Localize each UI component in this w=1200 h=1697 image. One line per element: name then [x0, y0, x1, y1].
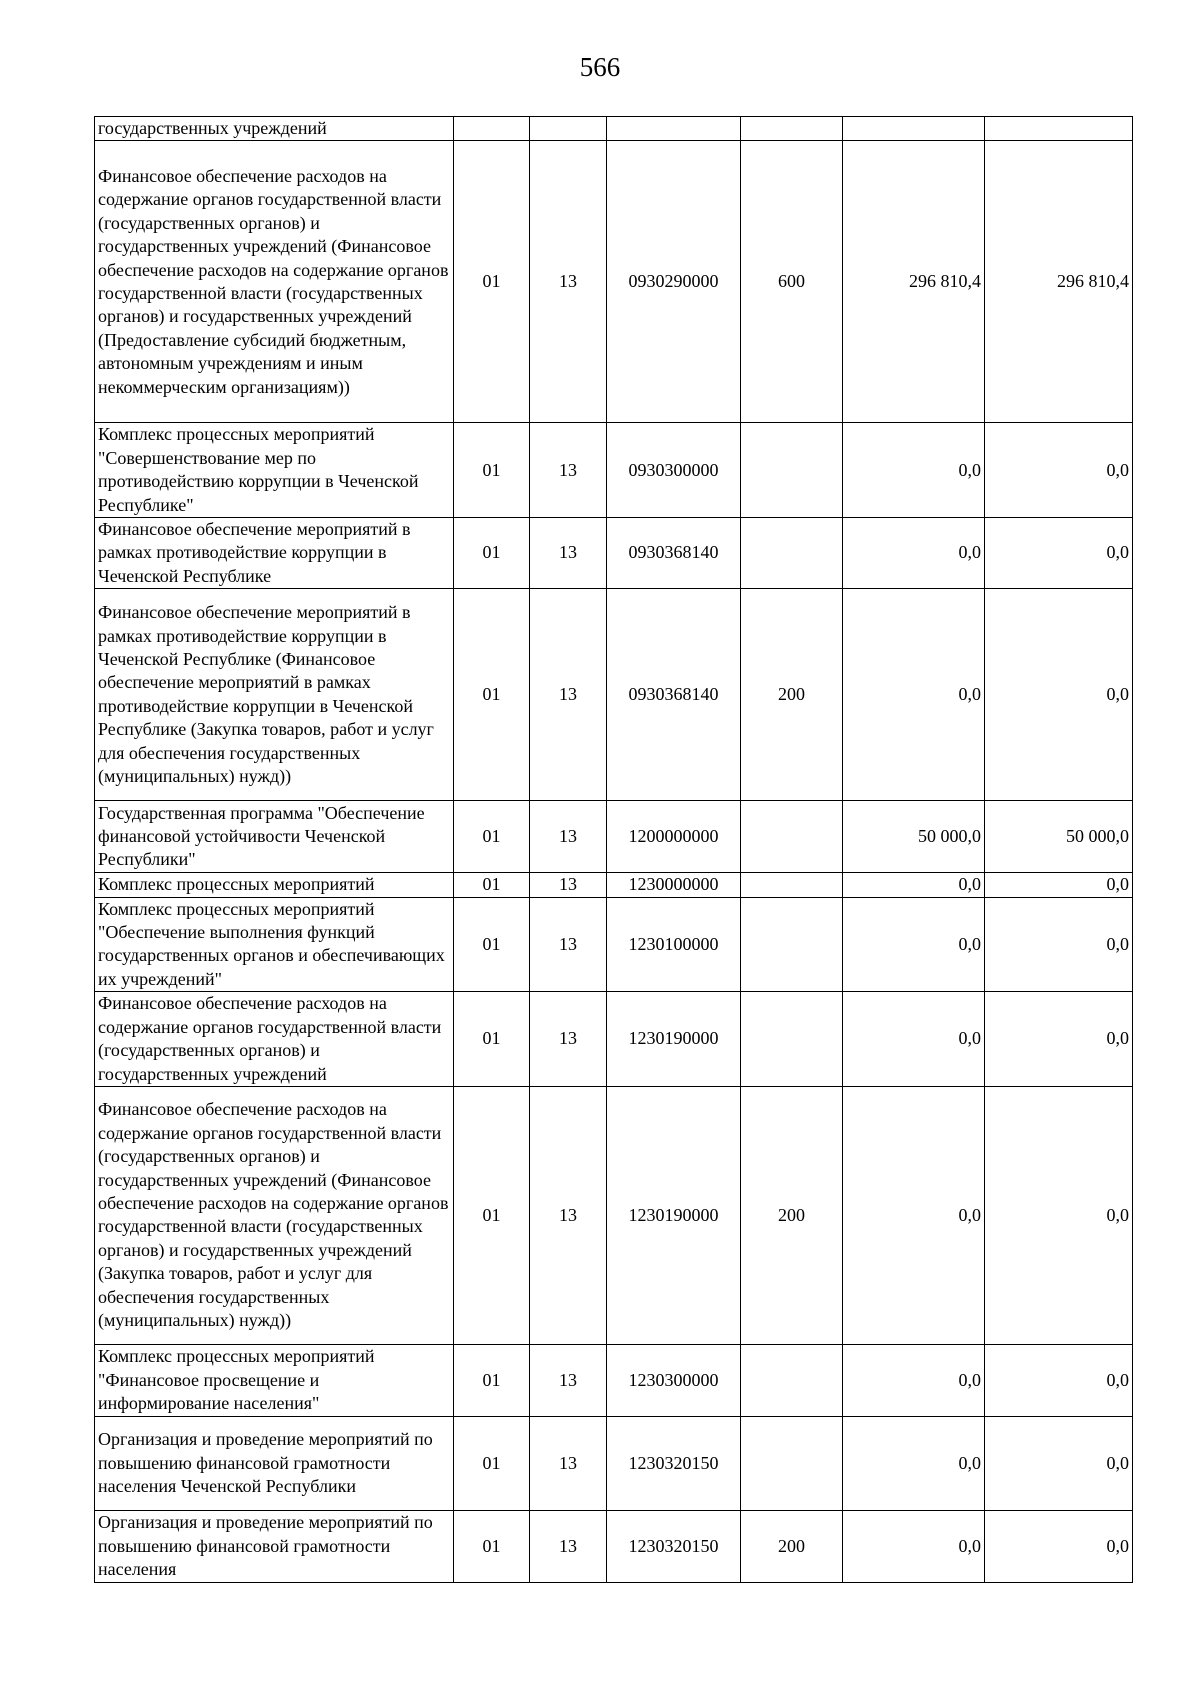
row-section	[454, 117, 530, 141]
row-name: Организация и проведение мероприятий по повышению финансовой грамотности населения	[95, 1510, 454, 1582]
row-amount-2: 0,0	[985, 589, 1133, 801]
table-row	[95, 141, 1133, 423]
row-section: 01	[454, 801, 530, 873]
row-subsection: 13	[530, 897, 607, 992]
row-expense-type	[741, 518, 843, 589]
row-subsection: 13	[530, 423, 607, 518]
row-section: 01	[454, 423, 530, 518]
row-name: Комплекс процессных мероприятий "Обеспечение выполнения функций государственных органов и обеспечивающих их учреждений"	[95, 897, 454, 992]
row-subsection: 13	[530, 1416, 607, 1510]
row-amount-2: 0,0	[985, 873, 1133, 897]
row-expense-type	[741, 423, 843, 518]
row-section: 01	[454, 589, 530, 801]
row-name: Комплекс процессных мероприятий "Совершенствование мер по противодействию коррупции в Чеченской Республике"	[95, 423, 454, 518]
row-section: 01	[454, 518, 530, 589]
row-subsection: 13	[530, 1086, 607, 1344]
row-section: 01	[454, 1416, 530, 1510]
row-section: 01	[454, 1510, 530, 1582]
row-target-article: 1230300000	[607, 1344, 741, 1416]
row-section: 01	[454, 897, 530, 992]
row-name: Финансовое обеспечение расходов на содержание органов государственной власти (государственных органов) и государственных учреждений	[95, 992, 454, 1087]
row-target-article	[607, 117, 741, 141]
row-amount-1: 0,0	[843, 1086, 985, 1344]
row-expense-type	[741, 1416, 843, 1510]
table-row	[95, 897, 1133, 992]
table-row	[95, 518, 1133, 589]
table-row	[95, 423, 1133, 518]
row-expense-type: 200	[741, 589, 843, 801]
row-amount-1: 296 810,4	[843, 141, 985, 423]
row-amount-1: 0,0	[843, 897, 985, 992]
row-expense-type	[741, 1344, 843, 1416]
table-row	[95, 992, 1133, 1087]
table-row	[95, 801, 1133, 873]
row-target-article: 1230190000	[607, 1086, 741, 1344]
row-section: 01	[454, 141, 530, 423]
row-target-article: 1200000000	[607, 801, 741, 873]
row-expense-type: 600	[741, 141, 843, 423]
table-row	[95, 1510, 1133, 1582]
row-subsection: 13	[530, 801, 607, 873]
row-amount-1: 0,0	[843, 589, 985, 801]
row-target-article: 1230100000	[607, 897, 741, 992]
row-target-article: 1230190000	[607, 992, 741, 1087]
row-subsection: 13	[530, 518, 607, 589]
row-subsection	[530, 117, 607, 141]
row-amount-2: 0,0	[985, 897, 1133, 992]
row-amount-2: 0,0	[985, 518, 1133, 589]
row-name: Государственная программа "Обеспечение финансовой устойчивости Чеченской Республики"	[95, 801, 454, 873]
row-expense-type	[741, 897, 843, 992]
page-number: 566	[579, 52, 621, 82]
row-amount-2: 0,0	[985, 1416, 1133, 1510]
row-amount-1: 0,0	[843, 1510, 985, 1582]
row-expense-type: 200	[741, 1510, 843, 1582]
row-subsection: 13	[530, 873, 607, 897]
table-row	[95, 589, 1133, 801]
table-row	[95, 1344, 1133, 1416]
row-expense-type	[741, 992, 843, 1087]
row-amount-1: 0,0	[843, 1416, 985, 1510]
row-name: государственных учреждений	[95, 117, 454, 141]
row-name: Финансовое обеспечение расходов на содержание органов государственной власти (государственных органов) и государственных учреждений (Финансовое обеспечение расходов на содержание органов государственной власти (государственных органов) и государственных учреждений (Предоставление субсидий бюджетным, автономным учреждениям и иным некоммерческим организациям))	[95, 141, 454, 423]
row-amount-1: 0,0	[843, 518, 985, 589]
row-amount-1: 0,0	[843, 1344, 985, 1416]
row-name: Комплекс процессных мероприятий	[95, 873, 454, 897]
row-target-article: 0930290000	[607, 141, 741, 423]
row-section: 01	[454, 1086, 530, 1344]
row-expense-type	[741, 117, 843, 141]
row-target-article: 1230000000	[607, 873, 741, 897]
row-amount-2: 0,0	[985, 1344, 1133, 1416]
row-name: Финансовое обеспечение мероприятий в рамках противодействие коррупции в Чеченской Республике	[95, 518, 454, 589]
row-section: 01	[454, 1344, 530, 1416]
row-subsection: 13	[530, 992, 607, 1087]
row-amount-1: 0,0	[843, 992, 985, 1087]
table-row	[95, 1416, 1133, 1510]
table-row	[95, 1086, 1133, 1344]
row-amount-1: 0,0	[843, 423, 985, 518]
row-amount-2	[985, 117, 1133, 141]
row-target-article: 1230320150	[607, 1416, 741, 1510]
row-expense-type	[741, 801, 843, 873]
row-amount-2: 0,0	[985, 992, 1133, 1087]
row-section: 01	[454, 992, 530, 1087]
row-section: 01	[454, 873, 530, 897]
row-subsection: 13	[530, 141, 607, 423]
table-row	[95, 873, 1133, 897]
row-subsection: 13	[530, 1344, 607, 1416]
row-target-article: 0930368140	[607, 589, 741, 801]
row-name: Организация и проведение мероприятий по повышению финансовой грамотности населения Чеченской Республики	[95, 1416, 454, 1510]
row-subsection: 13	[530, 1510, 607, 1582]
row-target-article: 0930368140	[607, 518, 741, 589]
row-target-article: 1230320150	[607, 1510, 741, 1582]
row-subsection: 13	[530, 589, 607, 801]
row-target-article: 0930300000	[607, 423, 741, 518]
row-name: Комплекс процессных мероприятий "Финансовое просвещение и информирование населения"	[95, 1344, 454, 1416]
row-amount-1: 50 000,0	[843, 801, 985, 873]
row-amount-2: 0,0	[985, 1086, 1133, 1344]
row-expense-type	[741, 873, 843, 897]
budget-table	[94, 116, 1133, 1583]
row-expense-type: 200	[741, 1086, 843, 1344]
row-amount-2: 0,0	[985, 423, 1133, 518]
row-name: Финансовое обеспечение мероприятий в рамках противодействие коррупции в Чеченской Республике (Финансовое обеспечение мероприятий в рамках противодействие коррупции в Чеченской Республике (Закупка товаров, работ и услуг для обеспечения государственных (муниципальных) нужд))	[95, 589, 454, 801]
row-amount-2: 296 810,4	[985, 141, 1133, 423]
row-name: Финансовое обеспечение расходов на содержание органов государственной власти (государственных органов) и государственных учреждений (Финансовое обеспечение расходов на содержание органов государственной власти (государственных органов) и государственных учреждений (Закупка товаров, работ и услуг для обеспечения государственных (муниципальных) нужд))	[95, 1086, 454, 1344]
row-amount-2: 0,0	[985, 1510, 1133, 1582]
row-amount-1	[843, 117, 985, 141]
row-amount-2: 50 000,0	[985, 801, 1133, 873]
table-row	[95, 117, 1133, 141]
row-amount-1: 0,0	[843, 873, 985, 897]
